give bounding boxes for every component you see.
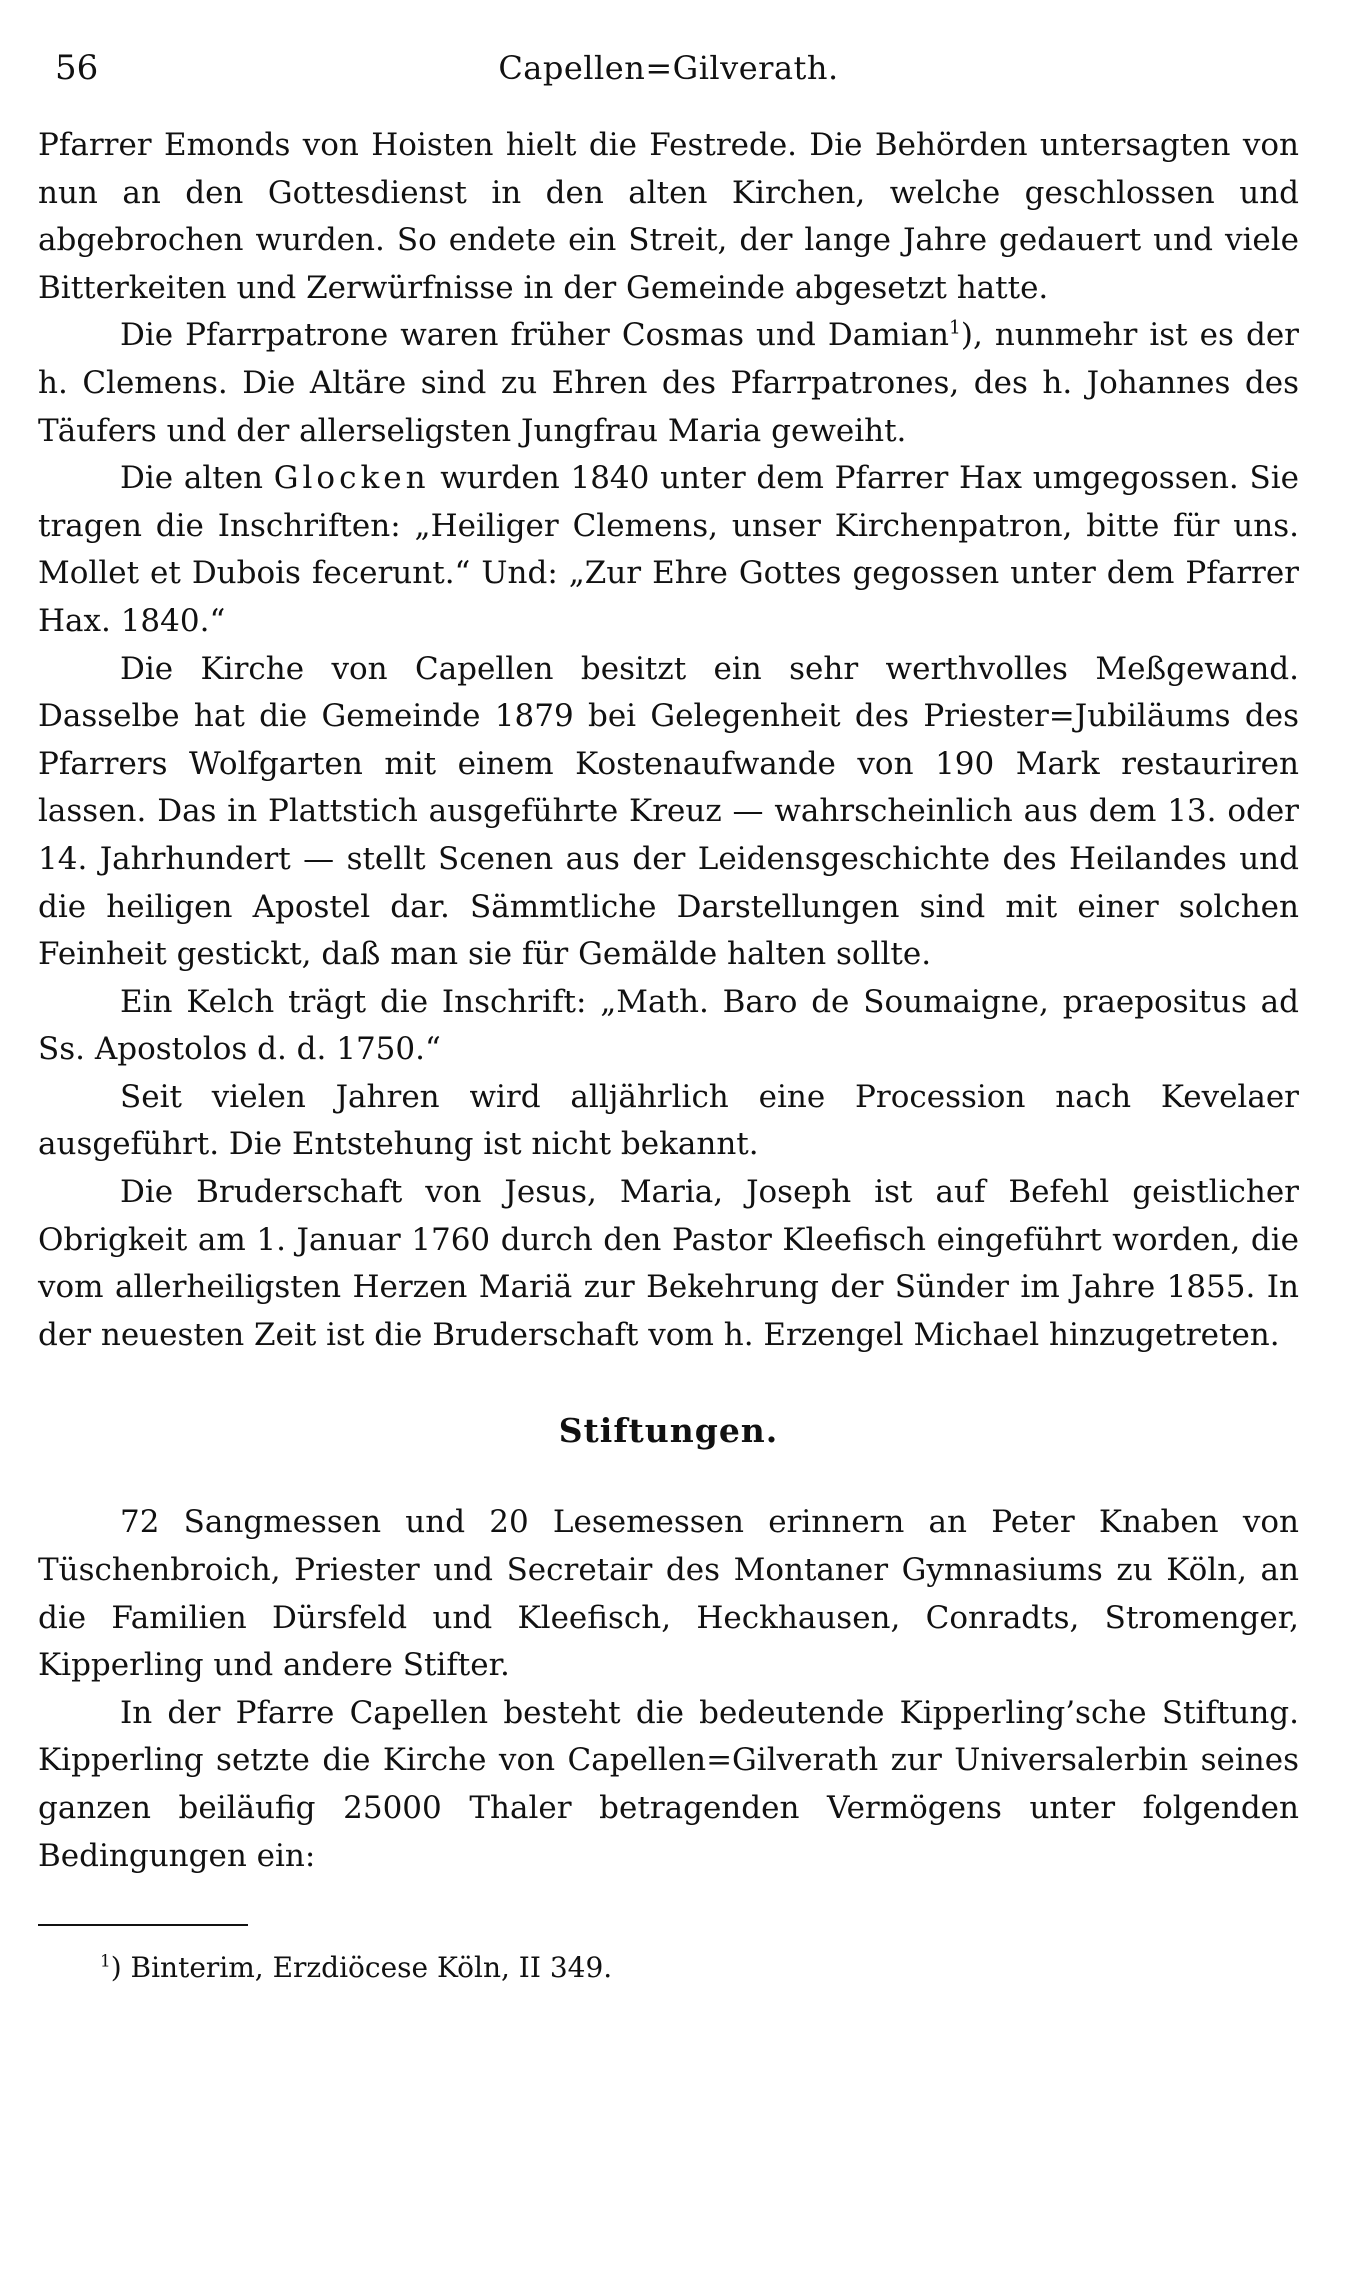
body-text: [38, 122, 1299, 1880]
paragraph-kipperling: In der Pfarre Capellen besteht die bedeutende Kipperling’sche Stiftung. Kipperling setzte die Kirche von Capellen=Gilverath zur Universalerbin seines ganzen beiläufig 25000 Thaler betragenden Vermögens unter folgenden Bedingungen ein:: [38, 1694, 1299, 1874]
footnote-text: ) Binterim, Erzdiöcese Köln, II 349.: [110, 1951, 613, 1985]
emphasized-word: Glocken: [273, 460, 430, 497]
paragraph-text-end: ), nunmehr ist es der h. Clemens. Die Altäre sind zu Ehren des Pfarrpatrones, des h. Johannes des Täufers und der allerseligsten Jungfrau Maria geweiht.: [38, 317, 1299, 449]
running-head: [38, 48, 1299, 100]
paragraph-text-start: Die alten: [120, 460, 274, 497]
footnote-reference: 1: [949, 318, 961, 340]
paragraph-bruderschaft: Die Bruderschaft von Jesus, Maria, Joseph ist auf Befehl geistlicher Obrigkeit am 1. Januar 1760 durch den Pastor Kleefisch eingeführt worden, die vom allerheiligsten Herzen Mariä zur Bekehrung der Sünder im Jahre 1855. In der neuesten Zeit ist die Bruderschaft vom h. Erzengel Michael hinzugetreten.: [38, 1174, 1299, 1353]
paragraph-sangmessen: 72 Sangmessen und 20 Lesemessen erinnern an Peter Knaben von Tüschenbroich, Priester und Secretair des Montaner Gymnasiums zu Köln, an die Familien Dürsfeld und Kleefisch, Heckhausen, Conradts, Stromenger, Kipperling und andere Stifter.: [38, 1504, 1299, 1684]
footnote: [100, 1948, 1299, 1988]
paragraph-glocken: [38, 455, 1299, 645]
footnote-marker: 1: [100, 1950, 111, 1971]
paragraph-festrede: Pfarrer Emonds von Hoisten hielt die Festrede. Die Behörden untersagten von nun an den Gottesdienst in den alten Kirchen, welche geschlossen und abgebrochen wurden. So endete ein Streit, der lange Jahre gedauert und viele Bitterkeiten und Zerwürfnisse in der Gemeinde abgesetzt hatte.: [38, 127, 1299, 306]
paragraph-procession: Seit vielen Jahren wird alljährlich eine Procession nach Kevelaer ausgeführt. Die Entstehung ist nicht bekannt.: [38, 1078, 1299, 1163]
paragraph-messgewand: Die Kirche von Capellen besitzt ein sehr werthvolles Meßgewand. Dasselbe hat die Gemeinde 1879 bei Gelegenheit des Priester=Jubiläums des Pfarrers Wolfgarten mit einem Kostenaufwande von 190 Mark restauriren lassen. Das in Plattstich ausgeführte Kreuz — wahrscheinlich aus dem 13. oder 14. Jahrhundert — stellt Scenen aus der Leidensgeschichte des Heilandes und die heiligen Apostel dar. Sämmtliche Darstellungen sind mit einer solchen Feinheit gestickt, daß man sie für Gemälde halten sollte.: [38, 650, 1299, 973]
page-number: 56: [55, 48, 99, 88]
section-heading: Stiftungen.: [558, 1411, 779, 1451]
paragraph-kelch: Ein Kelch trägt die Inschrift: „Math. Baro de Soumaigne, praepositus ad Ss. Apostolos d. d. 1750.“: [38, 983, 1299, 1068]
running-head-title: Capellen=Gilverath.: [498, 49, 839, 87]
paragraph-text-start: Die Pfarrpatrone waren früher Cosmas und Damian: [120, 317, 949, 354]
paragraph-text-end: wurden 1840 unter dem Pfarrer Hax umgegossen. Sie tragen die Inschriften: „Heiliger Clemens, unser Kirchenpatron, bitte für uns. Mollet et Dubois fecerunt.“ Und: „Zur Ehre Gottes gegossen unter dem Pfarrer Hax. 1840.“: [38, 460, 1299, 639]
paragraph-pfarrpatrone: [38, 312, 1299, 455]
footnote-divider: [38, 1924, 248, 1926]
